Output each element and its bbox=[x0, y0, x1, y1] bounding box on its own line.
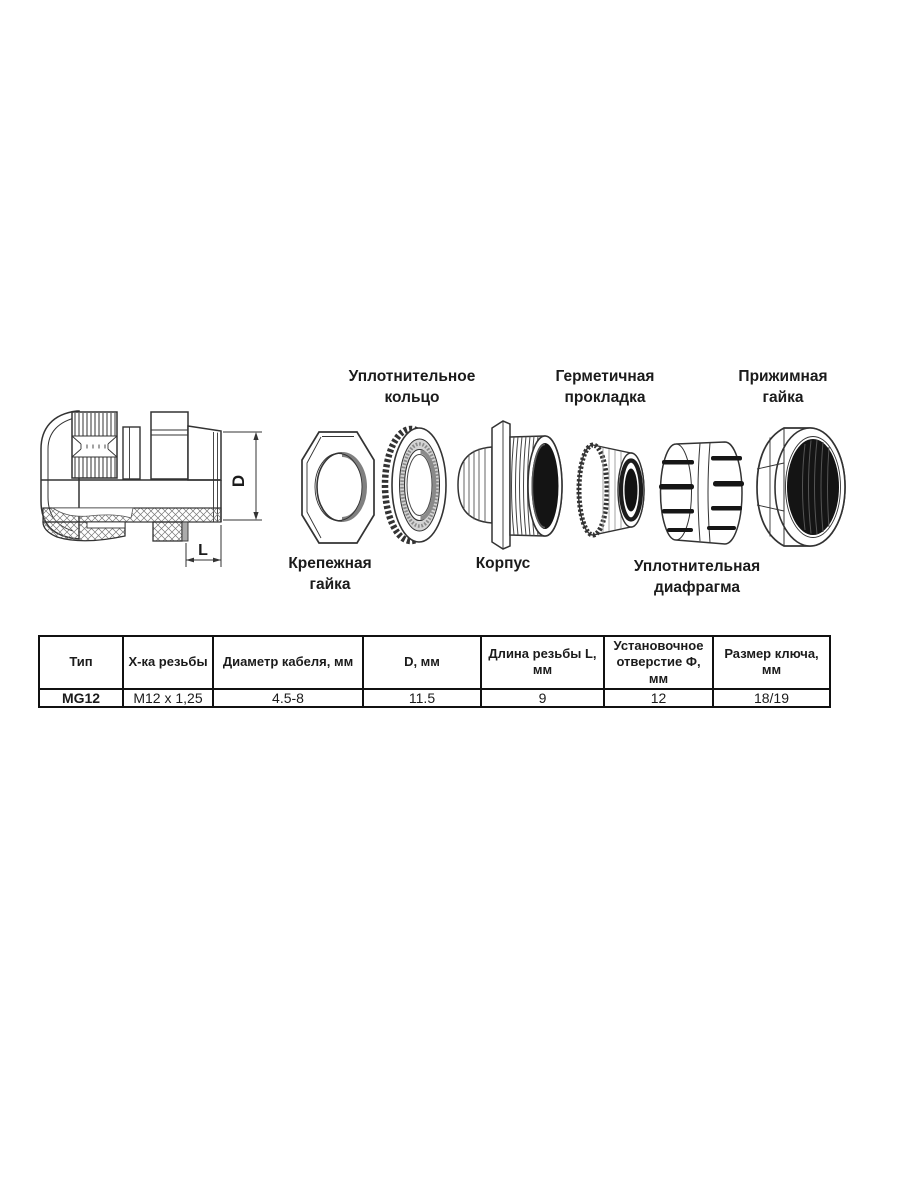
cell-d: 11.5 bbox=[363, 689, 481, 707]
specs-data-row bbox=[39, 689, 830, 707]
label-mounting-nut: Крепежная гайка bbox=[288, 555, 372, 593]
cell-wrench-size: 18/19 bbox=[713, 689, 830, 707]
dim-d-label: D bbox=[229, 474, 248, 488]
specs-header-row bbox=[39, 636, 830, 689]
col-header-thread-length: Длина резьбы L, мм bbox=[481, 636, 604, 689]
specs-table bbox=[38, 635, 831, 708]
label-hermetic-gasket: Герметичная прокладка bbox=[555, 368, 655, 406]
label-body: Корпус bbox=[475, 555, 531, 572]
label-sealing-ring: Уплотнительное кольцо bbox=[348, 368, 476, 406]
part-sealing-diaphragm-illustration bbox=[655, 433, 747, 552]
part-pressure-nut-illustration bbox=[748, 423, 849, 551]
col-header-thread: Х-ка резьбы bbox=[123, 636, 213, 689]
part-mounting-nut-illustration bbox=[296, 428, 378, 547]
label-pressure-nut: Прижимная гайка bbox=[738, 368, 828, 406]
part-hermetic-gasket-illustration bbox=[573, 432, 652, 549]
cell-thread-length: 9 bbox=[481, 689, 604, 707]
part-body-illustration bbox=[452, 415, 568, 556]
part-sealing-ring-illustration bbox=[380, 422, 452, 549]
dim-l-label: L bbox=[198, 542, 208, 559]
col-header-mounting-hole: Установочное отверстие Ф, мм bbox=[604, 636, 713, 689]
cell-type: MG12 bbox=[39, 689, 123, 707]
label-sealing-diaphragm: Уплотнительная диафрагма bbox=[633, 558, 761, 596]
col-header-type: Тип bbox=[39, 636, 123, 689]
col-header-wrench-size: Размер ключа, мм bbox=[713, 636, 830, 689]
cell-mounting-hole: 12 bbox=[604, 689, 713, 707]
cell-cable-diameter: 4.5-8 bbox=[213, 689, 363, 707]
col-header-cable-diameter: Диаметр кабеля, мм bbox=[213, 636, 363, 689]
col-header-d: D, мм bbox=[363, 636, 481, 689]
cell-thread: M12 x 1,25 bbox=[123, 689, 213, 707]
assembled-view-drawing bbox=[25, 385, 285, 605]
